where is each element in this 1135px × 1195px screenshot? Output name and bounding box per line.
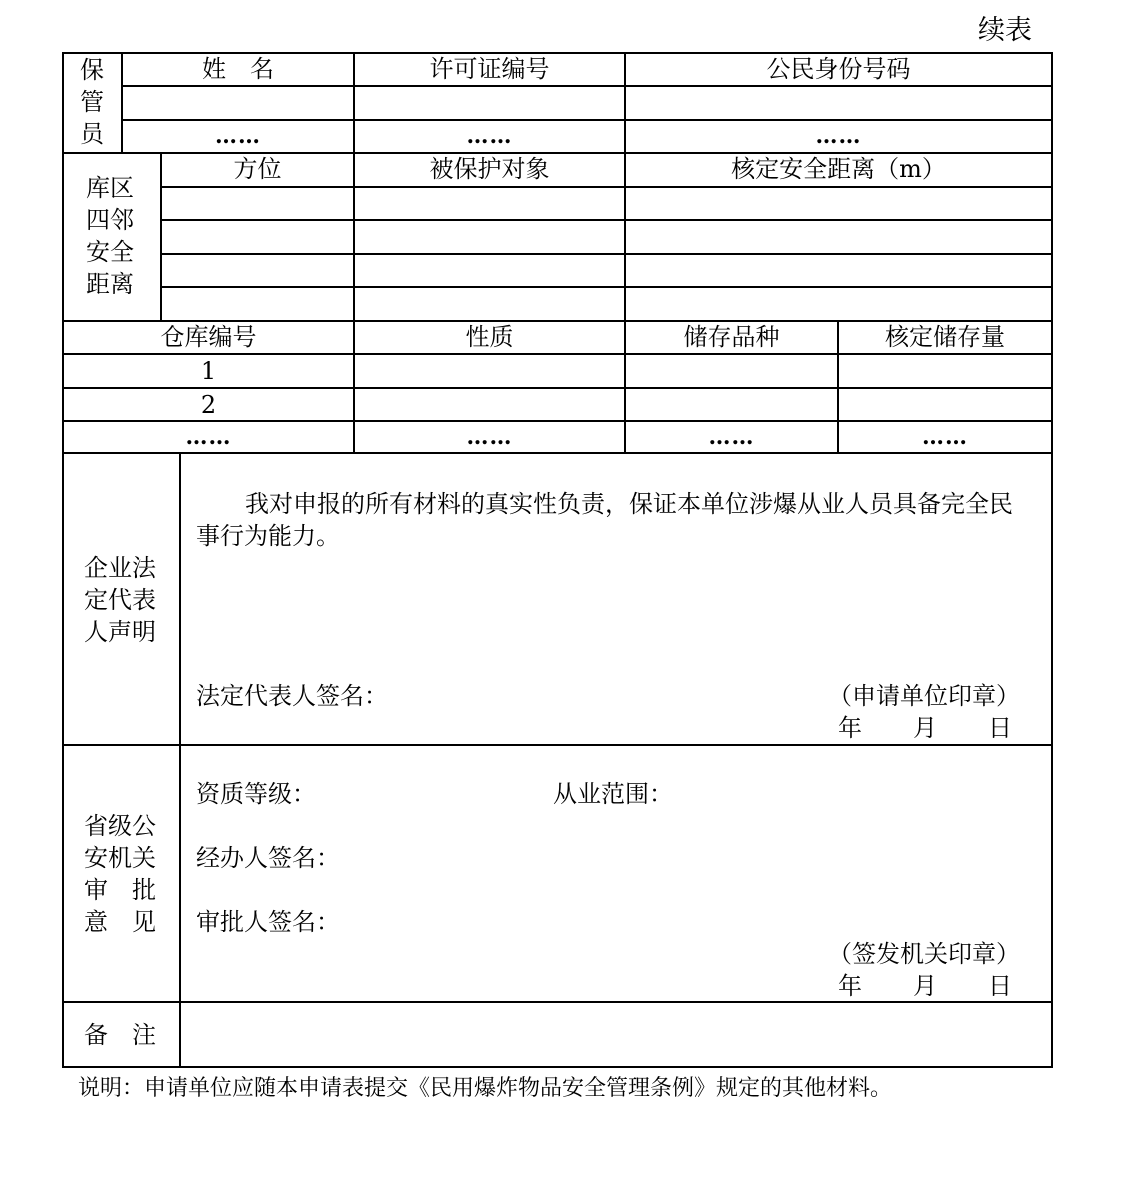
legal-rep-signature-label: 法定代表人签名： bbox=[196, 682, 388, 710]
declaration-text-line1: 我对申报的所有材料的真实性负责，保证本单位涉爆从业人员具备完全民 bbox=[245, 490, 1013, 518]
continued-label: 续表 bbox=[978, 15, 1032, 46]
keeper-id-ellipsis: …… bbox=[815, 123, 862, 149]
approval-date-month: 月 bbox=[913, 972, 937, 1000]
business-scope-label: 从业范围： bbox=[553, 780, 673, 808]
direction-header: 方位 bbox=[233, 155, 282, 183]
declaration-label: 企业法 定代表 人声明 bbox=[84, 554, 156, 646]
approval-date-day: 日 bbox=[988, 972, 1012, 1000]
handler-signature-label: 经办人签名： bbox=[196, 844, 340, 872]
keeper-name-ellipsis: …… bbox=[215, 123, 261, 149]
warehouse-variety-ellipsis: …… bbox=[708, 424, 755, 450]
qualification-level-label: 资质等级： bbox=[196, 780, 316, 808]
approval-label: 省级公 安机关 审 批 意 见 bbox=[84, 812, 156, 936]
keeper-label: 保 管 员 bbox=[80, 56, 104, 148]
warehouse-number-header: 仓库编号 bbox=[160, 323, 257, 351]
declaration-date-day: 日 bbox=[988, 714, 1012, 742]
warehouse-variety-header: 储存品种 bbox=[683, 323, 780, 351]
warehouse-row-ellipsis: …… bbox=[185, 424, 232, 450]
distance-label: 库区 四邻 安全 距离 bbox=[86, 174, 134, 298]
approval-date-year: 年 bbox=[838, 972, 862, 1000]
declaration-date-month: 月 bbox=[913, 714, 937, 742]
protected-object-header: 被保护对象 bbox=[429, 155, 550, 183]
keeper-id-header: 公民身份号码 bbox=[766, 55, 911, 83]
warehouse-capacity-ellipsis: …… bbox=[922, 424, 968, 450]
keeper-license-ellipsis: …… bbox=[466, 123, 513, 149]
keeper-name-header: 姓 名 bbox=[202, 55, 274, 83]
declaration-date-year: 年 bbox=[838, 714, 862, 742]
warehouse-capacity-header: 核定储存量 bbox=[885, 323, 1005, 351]
warehouse-row-2: 2 bbox=[200, 391, 217, 419]
applicant-seal-label: （申请单位印章） bbox=[828, 682, 1020, 710]
keeper-license-header: 许可证编号 bbox=[429, 55, 550, 83]
footnote: 说明：申请单位应随本申请表提交《民用爆炸物品安全管理条例》规定的其他材料。 bbox=[78, 1076, 893, 1101]
warehouse-nature-ellipsis: …… bbox=[466, 424, 513, 450]
remarks-label: 备 注 bbox=[84, 1021, 156, 1049]
issuing-authority-seal-label: （签发机关印章） bbox=[828, 940, 1020, 968]
safe-distance-header: 核定安全距离（m） bbox=[731, 155, 946, 183]
warehouse-nature-header: 性质 bbox=[465, 323, 514, 351]
approver-signature-label: 审批人签名： bbox=[196, 908, 340, 936]
declaration-text-line2: 事行为能力。 bbox=[196, 522, 340, 550]
warehouse-row-1: 1 bbox=[200, 357, 217, 385]
